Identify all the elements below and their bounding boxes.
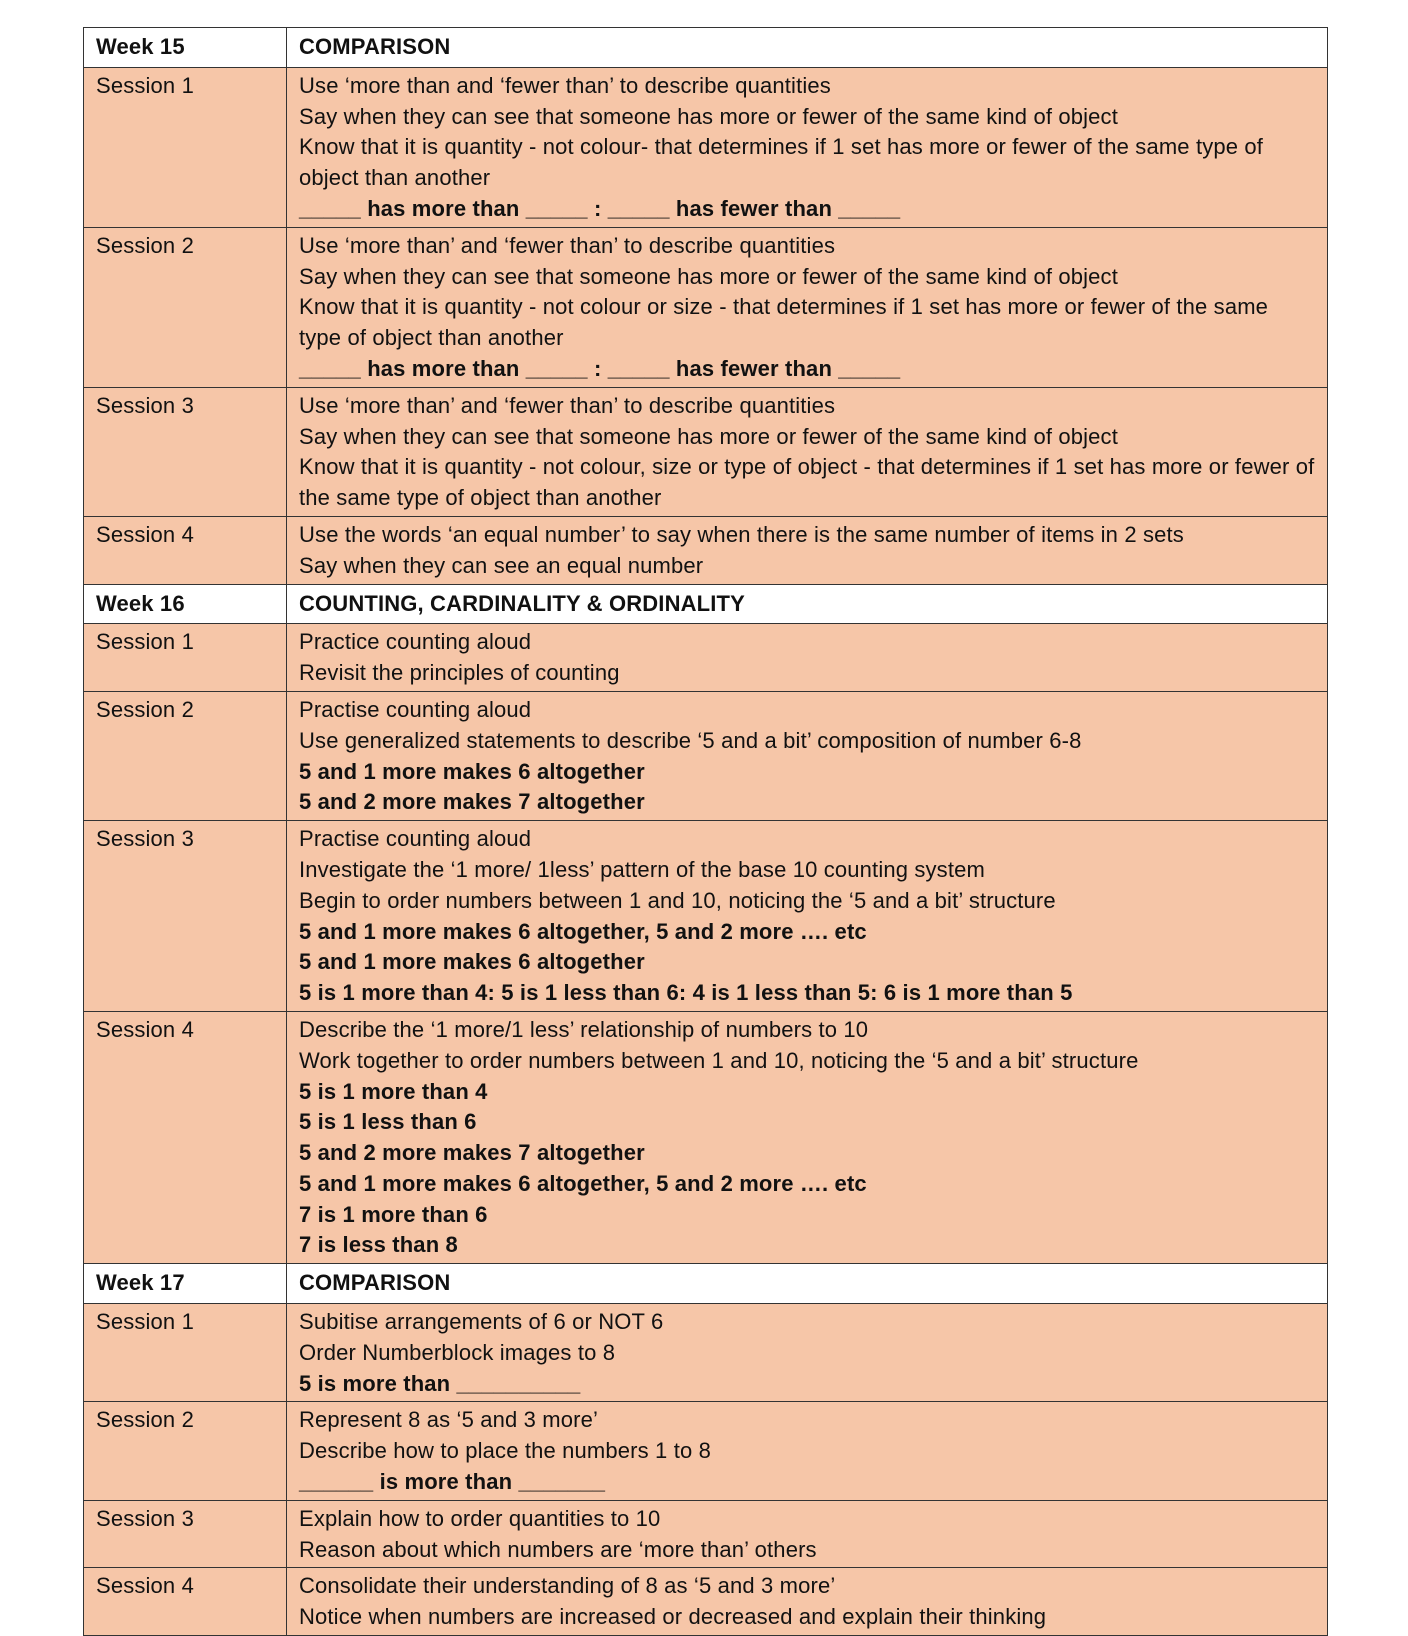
week-label: Week 16 <box>84 584 287 624</box>
session-objective: Notice when numbers are increased or decreased and explain their thinking <box>299 1604 1047 1630</box>
week-label: Week 17 <box>84 1264 287 1304</box>
session-sentence-stem: 5 is 1 more than 4: 5 is 1 less than 6: 4 is 1 less than 5: 6 is 1 more than 5 <box>299 980 1073 1006</box>
session-content <box>287 1011 1328 1263</box>
session-sentence-stem: 5 and 1 more makes 6 altogether <box>299 949 645 975</box>
session-row <box>84 227 1328 387</box>
session-row <box>84 387 1328 516</box>
session-objective: Subitise arrangements of 6 or NOT 6 <box>299 1309 664 1335</box>
session-content <box>287 227 1328 387</box>
session-objective: Know that it is quantity - not colour- that determines if 1 set has more or fewer of the same type of object than another <box>299 134 1264 191</box>
week-topic: COMPARISON <box>287 28 1328 68</box>
session-row <box>84 624 1328 692</box>
session-label: Session 1 <box>84 1304 287 1402</box>
session-row <box>84 821 1328 1012</box>
session-objective: Order Numberblock images to 8 <box>299 1339 616 1365</box>
session-objective: Describe the ‘1 more/1 less’ relationship of numbers to 10 <box>299 1016 869 1042</box>
session-objective: Describe how to place the numbers 1 to 8 <box>299 1438 712 1464</box>
session-label: Session 4 <box>84 1011 287 1263</box>
session-sentence-stem: _____ has more than _____ : _____ has fewer than _____ <box>299 355 901 381</box>
session-objective: Practice counting aloud <box>299 629 532 655</box>
session-content <box>287 1304 1328 1402</box>
session-content <box>287 691 1328 820</box>
session-objective: Know that it is quantity - not colour or size - that determines if 1 set has more or fewer of the same type of object than another <box>299 294 1269 351</box>
session-label: Session 4 <box>84 516 287 584</box>
session-row <box>84 691 1328 820</box>
session-objective: Work together to order numbers between 1 and 10, noticing the ‘5 and a bit’ structure <box>299 1047 1139 1073</box>
session-objective: Use ‘more than and ‘fewer than’ to describe quantities <box>299 72 831 98</box>
session-objective: Represent 8 as ‘5 and 3 more’ <box>299 1407 599 1433</box>
session-objective: Use ‘more than’ and ‘fewer than’ to describe quantities <box>299 232 836 258</box>
session-content <box>287 1402 1328 1500</box>
session-label: Session 3 <box>84 387 287 516</box>
session-plan-table <box>83 27 1328 1636</box>
session-content <box>287 67 1328 227</box>
session-sentence-stem: 5 and 2 more makes 7 altogether <box>299 789 645 815</box>
session-label: Session 3 <box>84 1500 287 1568</box>
session-objective: Say when they can see an equal number <box>299 552 704 578</box>
week-header-row <box>84 584 1328 624</box>
session-content <box>287 1500 1328 1568</box>
session-label: Session 2 <box>84 227 287 387</box>
session-label: Session 2 <box>84 1402 287 1500</box>
session-sentence-stem: _____ has more than _____ : _____ has fewer than _____ <box>299 195 901 221</box>
session-objective: Use ‘more than’ and ‘fewer than’ to describe quantities <box>299 392 836 418</box>
session-objective: Practise counting aloud <box>299 696 532 722</box>
session-sentence-stem: 7 is 1 more than 6 <box>299 1201 488 1227</box>
session-row <box>84 67 1328 227</box>
session-sentence-stem: 5 and 2 more makes 7 altogether <box>299 1140 645 1166</box>
session-row <box>84 516 1328 584</box>
session-sentence-stem: 5 is 1 more than 4 <box>299 1078 488 1104</box>
session-label: Session 2 <box>84 691 287 820</box>
session-label: Session 4 <box>84 1568 287 1636</box>
session-objective: Know that it is quantity - not colour, size or type of object - that determines if 1 set has more or fewer of the same type of object than another <box>299 454 1315 511</box>
week-topic: COMPARISON <box>287 1264 1328 1304</box>
session-objective: Use the words ‘an equal number’ to say when there is the same number of items in 2 sets <box>299 521 1184 547</box>
session-sentence-stem: ______ is more than _______ <box>299 1469 606 1495</box>
plan-body <box>84 28 1328 1636</box>
session-content <box>287 387 1328 516</box>
week-header-row <box>84 28 1328 68</box>
session-label: Session 1 <box>84 67 287 227</box>
session-objective: Reason about which numbers are ‘more than’ others <box>299 1536 817 1562</box>
session-objective: Use generalized statements to describe ‘5 and a bit’ composition of number 6-8 <box>299 727 1082 753</box>
week-header-row <box>84 1264 1328 1304</box>
session-row <box>84 1568 1328 1636</box>
session-sentence-stem: 5 and 1 more makes 6 altogether, 5 and 2 more …. etc <box>299 918 867 944</box>
session-content <box>287 821 1328 1012</box>
session-objective: Begin to order numbers between 1 and 10, noticing the ‘5 and a bit’ structure <box>299 887 1056 913</box>
session-sentence-stem: 7 is less than 8 <box>299 1232 458 1258</box>
session-objective: Consolidate their understanding of 8 as ‘5 and 3 more’ <box>299 1573 836 1599</box>
session-content <box>287 1568 1328 1636</box>
session-objective: Investigate the ‘1 more/ 1less’ pattern of the base 10 counting system <box>299 856 985 882</box>
session-label: Session 3 <box>84 821 287 1012</box>
session-objective: Practise counting aloud <box>299 826 532 852</box>
session-objective: Say when they can see that someone has more or fewer of the same kind of object <box>299 263 1118 289</box>
session-sentence-stem: 5 and 1 more makes 6 altogether, 5 and 2 more …. etc <box>299 1170 867 1196</box>
week-label: Week 15 <box>84 28 287 68</box>
session-row <box>84 1011 1328 1263</box>
session-content <box>287 624 1328 692</box>
session-row <box>84 1500 1328 1568</box>
session-row <box>84 1402 1328 1500</box>
session-sentence-stem: 5 and 1 more makes 6 altogether <box>299 758 645 784</box>
session-row <box>84 1304 1328 1402</box>
session-content <box>287 516 1328 584</box>
session-objective: Revisit the principles of counting <box>299 660 620 686</box>
session-objective: Explain how to order quantities to 10 <box>299 1505 661 1531</box>
session-label: Session 1 <box>84 624 287 692</box>
session-objective: Say when they can see that someone has more or fewer of the same kind of object <box>299 103 1118 129</box>
session-sentence-stem: 5 is more than __________ <box>299 1370 581 1396</box>
session-sentence-stem: 5 is 1 less than 6 <box>299 1109 477 1135</box>
session-objective: Say when they can see that someone has more or fewer of the same kind of object <box>299 423 1118 449</box>
week-topic: COUNTING, CARDINALITY & ORDINALITY <box>287 584 1328 624</box>
